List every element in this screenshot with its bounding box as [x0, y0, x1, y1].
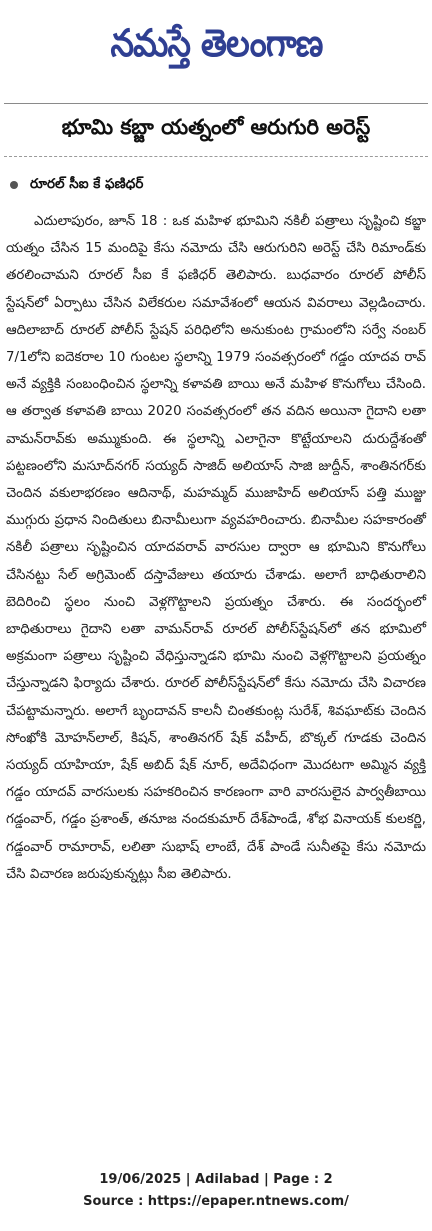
newspaper-masthead — [0, 0, 432, 86]
headline-top-divider — [4, 103, 428, 104]
masthead-title: నమస్తే తెలంగాణ — [109, 21, 323, 65]
byline-text: రూరల్ సీఐ కే ఫణిధర్ — [30, 175, 144, 192]
article-body: ఎదులాపురం, జూన్ 18 : ఒక మహిళ భూమిని నకిలీ పత్రాలు సృష్టించి కబ్జా యత్నం చేసిన 15 మందిపై కేసు నమోదు చేసి ఆరుగురిని అరెస్ట్ చేసి రిమాండ్‌కు తరలించామని రూరల్ సీఐ కే ఫణిధర్ తెలిపారు. బుధవారం రూరల్ పోలీస్ స్టేషన్‌లో ఏర్పాటు చేసిన విలేకరుల సమావేశంలో ఆయన వివరాలు వెల్లడించారు. ఆదిలాబాద్ రూరల్ పోలీస్ స్టేషన్ పరిధిలోని అనుకుంట గ్రామంలోని సర్వే నంబర్ 7/1లోని ఐదెకరాల 10 గుంటల స్థలాన్ని 1979 సంవత్సరంలో గడ్డం యాదవ రావ్ అనే వ్యక్తికి సంబంధించిన స్థలాన్ని కళావతి బాయి అనే మహిళ కొనుగోలు చేసింది. ఆ తర్వాత కళావతి బాయి 2020 సంవత్సరంలో తన వదిన అయినా గైదాని లతా వామన్‌రావ్‌కు అమ్ముకుంది. ఈ స్థలాన్ని ఎలాగైనా కొట్టేయాలని దురుద్దేశంతో పట్టణంలోని మసూద్‌నగర్ సయ్యద్ సాజిద్ అలియాస్ సాజి జుద్దీన్, శాంతినగర్‌కు చెందిన వకులాభరణం ఆదినాథ్, మహమ్మద్ ముజాహిద్ అలియాస్ పత్తి ముజ్జు ముగ్గురు ప్రధాన నిందితులు బినామీలుగా వ్యవహరించారు. బినామీల సహకారంతో నకిలీ పత్రాలు సృష్టించిన యాదవరావ్ వారసుల ద్వారా ఆ భూమిని కొనుగోలు చేసినట్టు సేల్ అగ్రిమెంట్ దస్తావేజులు తయారు చేశాడు. అలాగే బాధితురాలిని బెదిరించి స్థలం నుంచి వెళ్లగొట్టాలని ప్రయత్నం చేశారు. ఈ సందర్భంలో బాధితురాలు గైదాని లతా వామన్‌రావ్ రూరల్ పోలీస్‌స్టేషన్‌లో తన భూమిలో అక్రమంగా పత్రాలు సృష్టించి వేధిస్తున్నాడని భూమి నుంచి వెళ్లగొట్టాలని ప్రయత్నం చేస్తున్నాడని ఫిర్యాదు చేశారు. రూరల్ పోలీస్‌స్టేషన్‌లో కేసు నమోదు చేసి విచారణ చేపట్టామన్నారు. అలాగే బృందావన్ కాలనీ చింతకుంట్ల సురేశ్, శివఘాట్‌కు చెందిన సోంఖోకి మోహన్‌లాల్, కిషన్, శాంతినగర్ షేక్ వహీద్, బొక్కల్ గూడకు చెందిన సయ్యద్ యాహియా, షేక్ అబిద్ షేక్ నూర్, అదేవిధంగా మొదటగా అమ్మిన వ్యక్తి గడ్డం యాదవ్ వారసులకు సహకరించిన కారణంగా వారి వారసులైన పార్వతీబాయి గడ్డంవార్, గడ్డం ప్రశాంత్, తనూజ నందకుమార్ దేశ్‌పాండే, శోభ వినాయక్ కులకర్ణి, గడ్డంవార్ రామారావ్, లలితా సుభాష్ లాంబే, దేశ్ పాండే సునీతపై కేసు నమోదు చేసి విచారణ జరుపుకున్నట్లు సీఐ తెలిపారు. — [6, 214, 426, 882]
article-byline — [10, 174, 143, 196]
source-link[interactable]: Source : https://epaper.ntnews.com/ — [83, 1194, 349, 1209]
article-headline: భూమి కబ్జా యత్నంలో ఆరుగురి అరెస్ట్ — [61, 115, 371, 139]
page-info: 19/06/2025 | Adilabad | Page : 2 — [99, 1172, 333, 1187]
bullet-icon — [10, 181, 18, 189]
headline-bottom-divider — [4, 156, 428, 157]
